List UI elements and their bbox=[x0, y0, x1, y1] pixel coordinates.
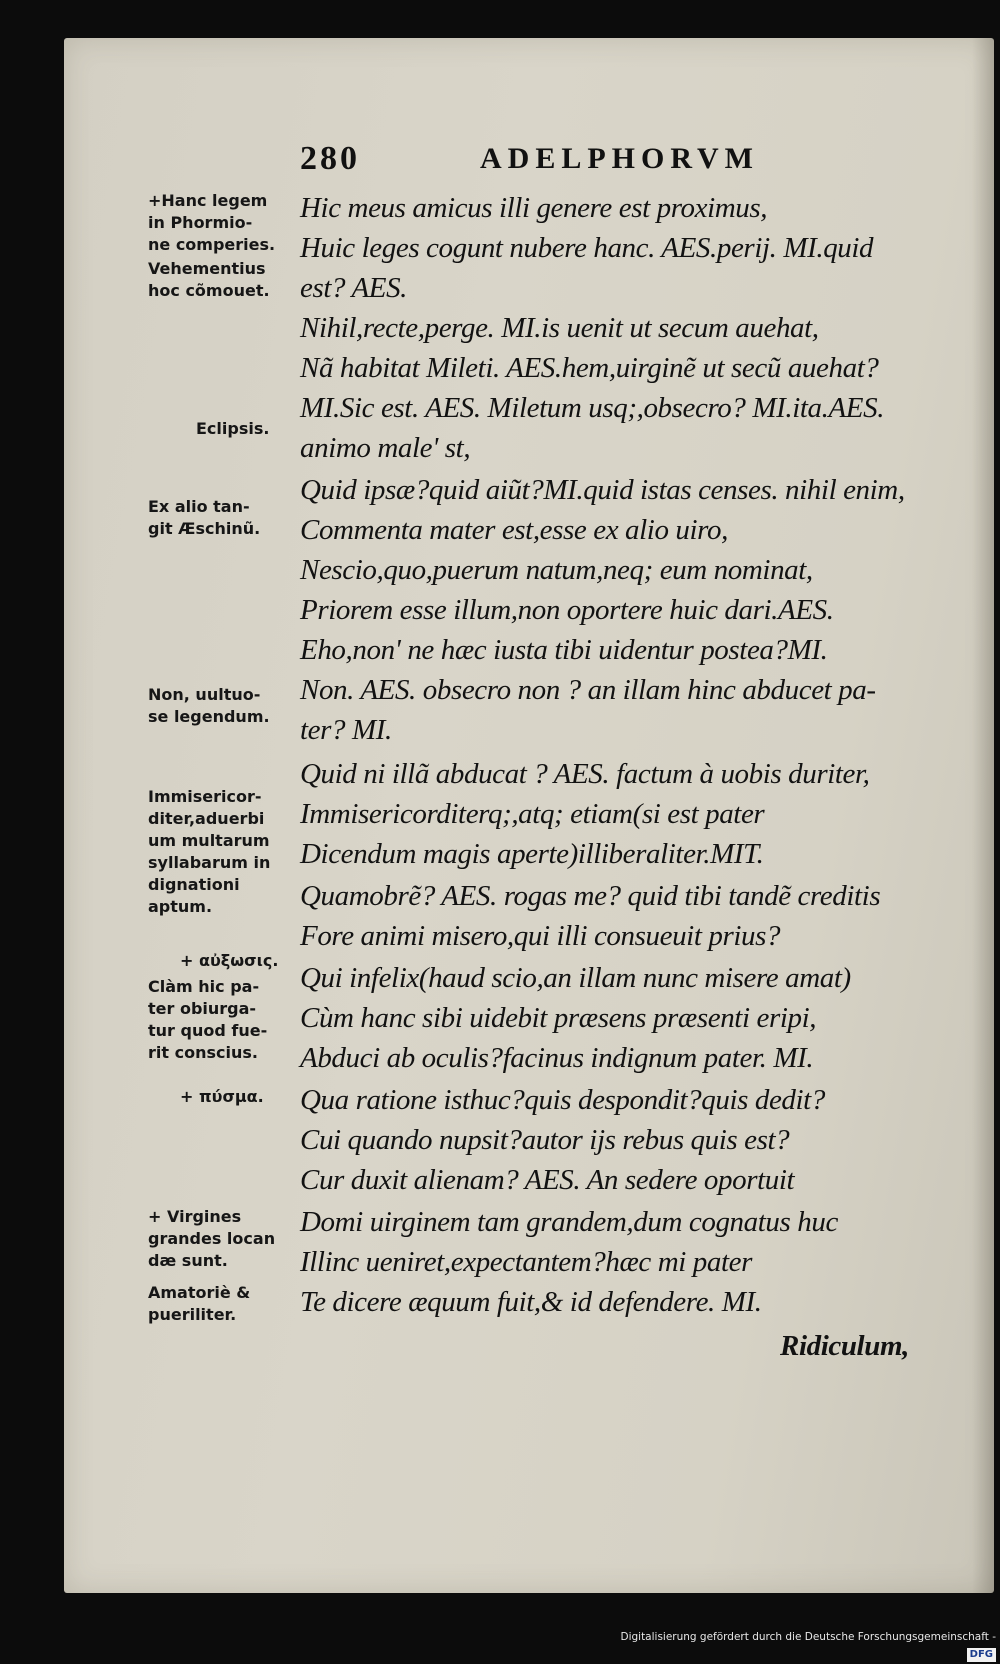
text-line: Priorem esse illum,non oportere huic dari.AES. bbox=[300, 594, 834, 626]
text-line: Eho,non' ne hæc iusta tibi uidentur postea?MI. bbox=[300, 634, 828, 666]
text-line: Quamobrẽ? AES. rogas me? quid tibi tandẽ creditis bbox=[300, 880, 881, 912]
text-line: Cui quando nupsit?autor ijs rebus quis est? bbox=[300, 1124, 790, 1156]
text-line: Quid ipsæ?quid aiũt?MI.quid istas censes. nihil enim, bbox=[300, 474, 905, 506]
text-line: ter? MI. bbox=[300, 714, 392, 746]
running-head: ADELPHORVM bbox=[480, 142, 759, 175]
margin-note: Ex alio tan- git Æschinũ. bbox=[148, 497, 261, 538]
margin-note: + πύσμα. bbox=[180, 1087, 264, 1106]
text-line: Cùm hanc sibi uidebit præsens præsenti eripi, bbox=[300, 1002, 817, 1034]
text-line: Nã habitat Mileti. AES.hem,uirginẽ ut secũ auehat? bbox=[300, 352, 879, 384]
text-line: Non. AES. obsecro non ? an illam hinc abducet pa- bbox=[300, 674, 876, 706]
digitization-footer bbox=[600, 1628, 996, 1660]
text-line: Nescio,quo,puerum natum,neq; eum nominat, bbox=[300, 554, 813, 586]
text-line: Hic meus amicus illi genere est proximus, bbox=[300, 192, 768, 224]
margin-note: +Hanc legem in Phormio- ne comperies. bbox=[148, 191, 276, 254]
catchword: Ridiculum, bbox=[780, 1330, 909, 1362]
text-line: MI.Sic est. AES. Miletum usq;,obsecro? MI.ita.AES. bbox=[300, 392, 885, 424]
text-line: animo male' st, bbox=[300, 432, 471, 464]
text-line: Domi uirginem tam grandem,dum cognatus huc bbox=[300, 1206, 838, 1238]
margin-note: Clàm hic pa- ter obiurga- tur quod fue- rit conscius. bbox=[148, 977, 268, 1062]
margin-note: Immisericor- diter,aduerbi um multarum syllabarum in dignationi aptum. bbox=[148, 787, 271, 916]
text-line: Commenta mater est,esse ex alio uiro, bbox=[300, 514, 728, 546]
margin-note: Non, uultuo- se legendum. bbox=[148, 685, 270, 726]
text-line: Fore animi misero,qui illi consueuit prius? bbox=[300, 920, 781, 952]
text-line: Te dicere æquum fuit,& id defendere. MI. bbox=[300, 1286, 762, 1318]
text-line: Dicendum magis aperte)illiberaliter.MIT. bbox=[300, 838, 764, 870]
text-line: Cur duxit alienam? AES. An sedere oportuit bbox=[300, 1164, 795, 1196]
dfg-logo: DFG bbox=[967, 1648, 996, 1662]
text-line: Nihil,recte,perge. MI.is uenit ut secum auehat, bbox=[300, 312, 819, 344]
footer-text: Digitalisierung gefördert durch die Deutsche Forschungsgemeinschaft - bbox=[620, 1631, 996, 1643]
text-line: Illinc ueniret,expectantem?hæc mi pater bbox=[300, 1246, 753, 1278]
margin-note: Vehementius hoc cõmouet. bbox=[148, 259, 270, 300]
text-line: Immisericorditerq;,atq; etiam(si est pater bbox=[300, 798, 765, 830]
text-line: est? AES. bbox=[300, 272, 408, 304]
margin-note: + Virgines grandes locan dæ sunt. bbox=[148, 1207, 276, 1270]
margin-note: Amatoriè & pueriliter. bbox=[148, 1283, 251, 1324]
page-number: 280 bbox=[300, 140, 360, 177]
text-line: Abduci ab oculis?facinus indignum pater. MI. bbox=[300, 1042, 814, 1074]
margin-note: + αὐξωσις. bbox=[180, 951, 279, 970]
text-line: Qui infelix(haud scio,an illam nunc misere amat) bbox=[300, 962, 851, 994]
page-edge-shadow bbox=[972, 38, 994, 1593]
margin-note: Eclipsis. bbox=[196, 419, 270, 438]
text-line: Huic leges cogunt nubere hanc. AES.perij. MI.quid bbox=[300, 232, 874, 264]
text-line: Qua ratione isthuc?quis despondit?quis dedit? bbox=[300, 1084, 825, 1116]
text-line: Quid ni illã abducat ? AES. factum à uobis duriter, bbox=[300, 758, 870, 790]
page-header bbox=[300, 140, 820, 184]
